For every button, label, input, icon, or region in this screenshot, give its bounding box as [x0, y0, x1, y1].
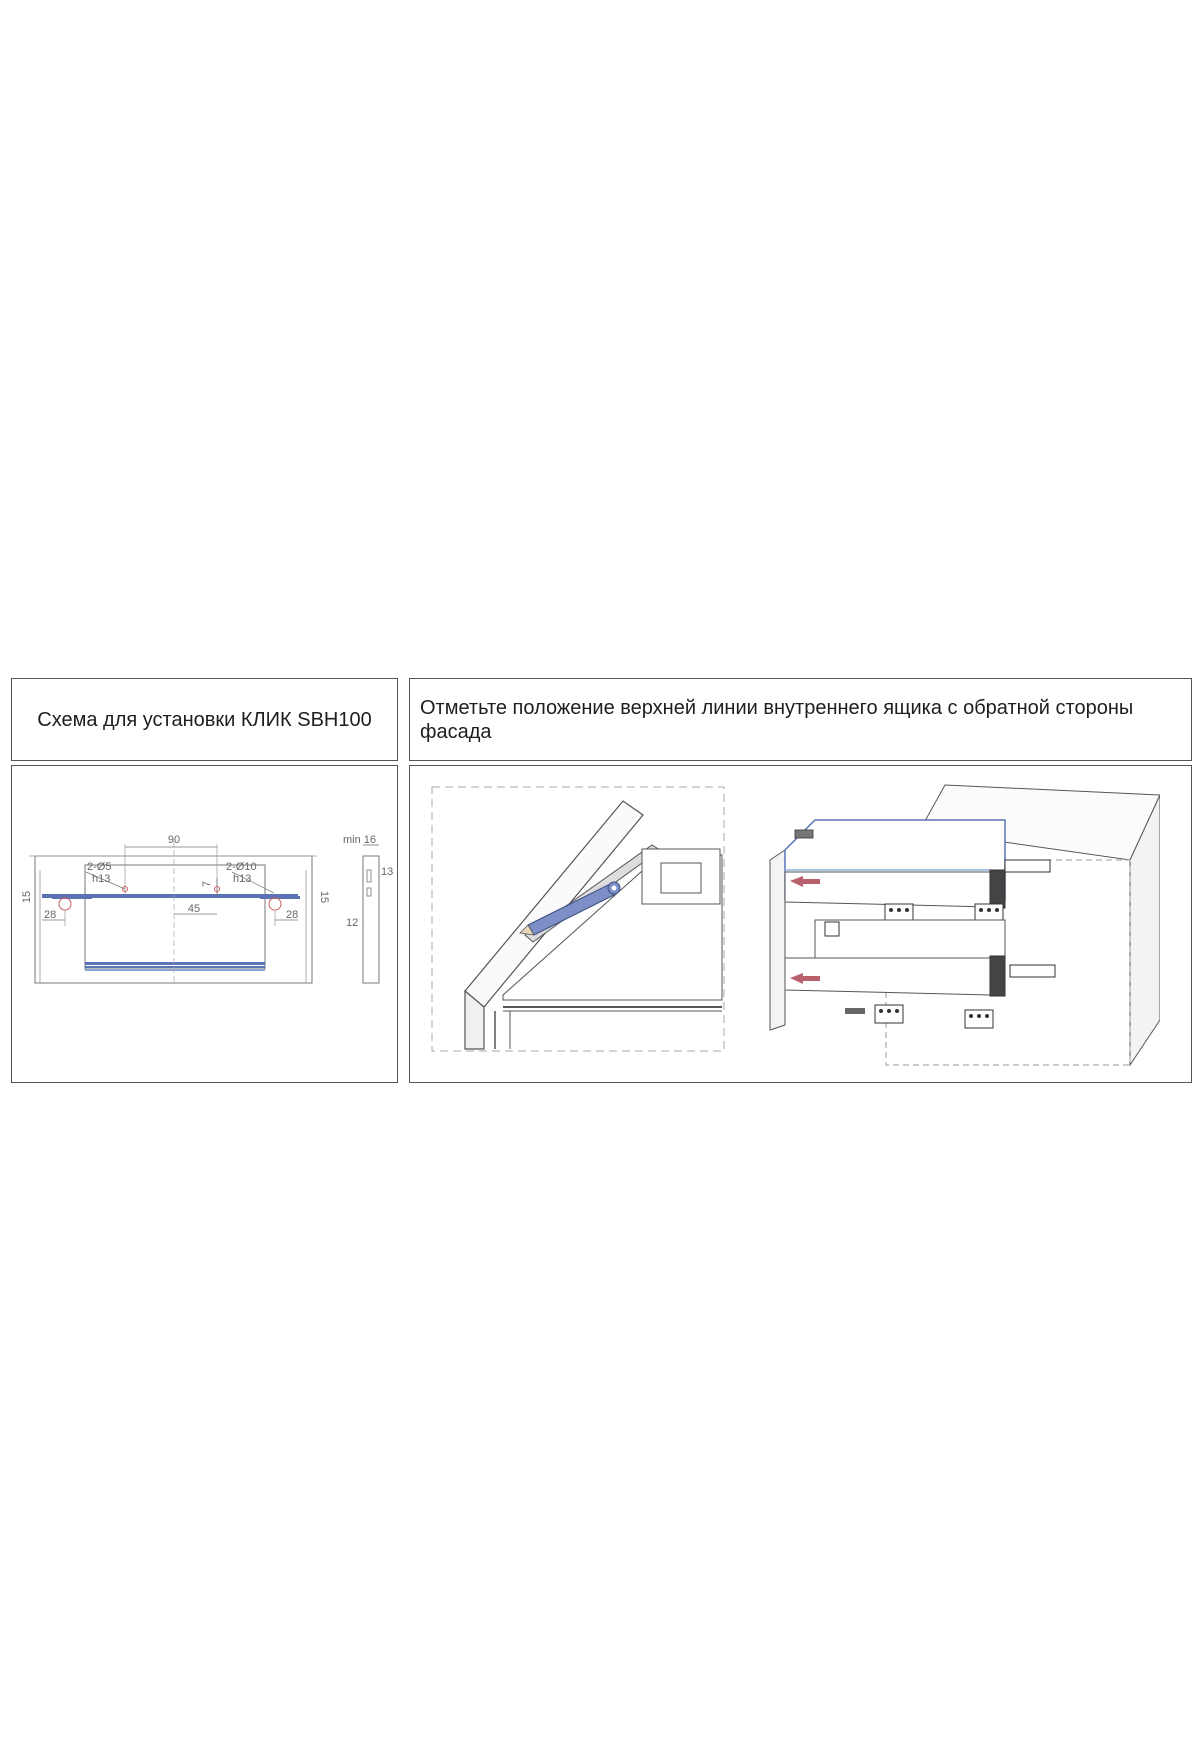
left-panel-title: Схема для установки КЛИК SBH100: [37, 708, 372, 731]
dim-7: 7: [201, 880, 213, 888]
cabinet-svg: [765, 780, 1160, 1070]
right-panel-title: Отметьте положение верхней линии внутреннего ящика с обратной стороны фасада: [420, 696, 1134, 743]
dim-28-left: 28: [44, 909, 57, 921]
cabinet-illustration: [765, 780, 1160, 1070]
dim-min16: min 16: [343, 834, 377, 846]
dim-12: 12: [346, 917, 359, 929]
installation-scheme-svg: [12, 766, 397, 1082]
dim-28-right: 28: [286, 909, 299, 921]
dim-15-left: 15: [21, 890, 33, 904]
dim-45: 45: [187, 903, 201, 915]
label-hole-large: 2-Ø10: [226, 861, 257, 873]
dim-13: 13: [381, 866, 394, 878]
installation-scheme-drawing: [12, 766, 397, 1082]
label-hole-small-depth: h13: [92, 873, 111, 885]
marking-illustration: [430, 785, 726, 1053]
dim-15-right: 15: [318, 890, 330, 904]
marking-svg: [430, 785, 726, 1053]
dim-90: 90: [167, 834, 181, 846]
label-hole-small: 2-Ø5: [87, 861, 112, 873]
label-hole-large-depth: h13: [233, 873, 252, 885]
